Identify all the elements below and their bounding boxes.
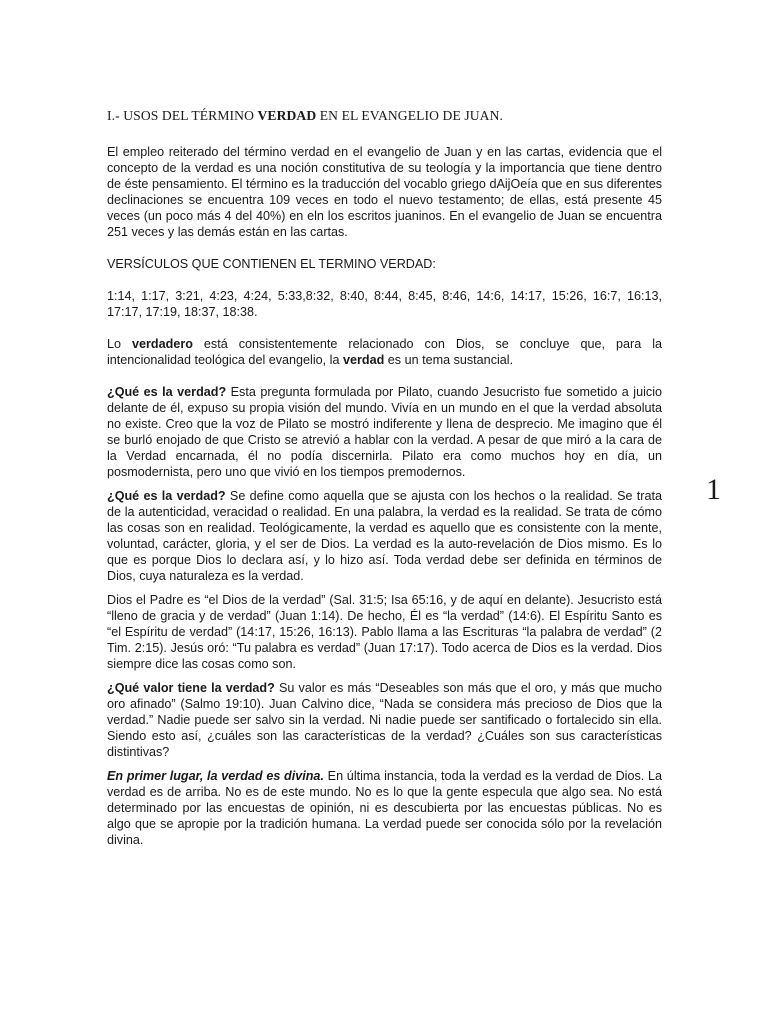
question-heading: ¿Qué es la verdad? — [107, 489, 226, 503]
section-title — [107, 108, 662, 124]
page-number: 1 — [706, 473, 721, 506]
verses-list: 1:14, 1:17, 3:21, 4:23, 4:24, 5:33,8:32, 8:40, 8:44, 8:45, 8:46, 14:6, 14:17, 15:26, 16:7, 16:13, 17:17, 17:19, 18:37, 18:38. — [107, 289, 662, 319]
bold-verdad: verdad — [342, 353, 385, 367]
paragraph-divina: En primer lugar, la verdad es divina. En última instancia, toda la verdad es la verdad de Dios. La verdad es de arriba. No es de este mundo. No es lo que la gente especula que algo sea. No está determinado por las encuestas de opinión, ni es descubierta por las encuestas públicas. No es algo que se apropie por la tradición humana. La verdad puede ser conocida sólo por la revelación divina. — [107, 769, 663, 847]
verses-heading: VERSÍCULOS QUE CONTIENEN EL TERMINO VERDAD: — [107, 257, 436, 271]
paragraph-verdadero: Lo verdadero está consistentemente relacionado con Dios, se concluye que, para la intencionalidad teológica del evangelio, la verdad es un tema sustancial. — [107, 337, 663, 367]
intro-paragraph: El empleo reiterado del término verdad en el evangelio de Juan y en las cartas, evidencia que el concepto de la verdad es una noción constitutiva de su teología y la importancia que tiene dentro de éste pensamiento. El término es la traducción del vocablo griego dAijOeía que en sus diferentes declinaciones se encuentra 109 veces en todo el nuevo testamento; de ellas, está presente 45 veces (un poco más 4 del 40%) en eln los escritos juaninos. En el evangelio de Juan se encuentra 251 veces y las demás están en las cartas. — [107, 145, 662, 239]
paragraph-definicion: ¿Qué es la verdad? Se define como aquella que se ajusta con los hechos o la realidad. Se trata de la autenticidad, veracidad o realidad. En una palabra, la verdad es la realidad. Se trata de cómo las cosas son en realidad. Teológicamente, la verdad es aquello que es consistente con la mente, voluntad, carácter, gloria, y el ser de Dios. La verdad es la auto-revelación de Dios mismo. Es lo que es porque Dios lo declara así, y lo hizo así. Toda verdad debe ser definida en términos de Dios, cuya naturaleza es la verdad. — [107, 489, 662, 583]
title-prefix: I.- USOS DEL TÉRMINO — [107, 108, 258, 123]
bold-verdadero: verdadero — [132, 337, 193, 351]
question-heading: ¿Qué es la verdad? — [107, 385, 227, 399]
paragraph-valor: ¿Qué valor tiene la verdad? Su valor es más “Deseables son más que el oro, y más que mucho oro afinado” (Salmo 19:10). Juan Calvino dice, “Nada se considera más precioso de Dios que la verdad.” Nadie puede ser salvo sin la verdad. Ni nadie puede ser santificado o fortalecido sin ella. Siendo esto así, ¿cuáles son las características de la verdad? ¿Cuáles son sus características distintivas? — [107, 681, 663, 759]
paragraph-padre: Dios el Padre es “el Dios de la verdad” (Sal. 31:5; Isa 65:16, y de aquí en delante). Jesucristo está “lleno de gracia y de verdad” (Juan 1:14). De hecho, Él es “la verdad” (14:6). El Espíritu Santo es “el Espíritu de verdad” (14:17, 15:26, 16:13). Pablo llama a las Escrituras “la palabra de verdad” (2 Tim. 2:15). Jesús oró: “Tu palabra es verdad” (Juan 17:17). Todo acerca de Dios es la verdad. Dios siempre dice las cosas como son. — [107, 593, 662, 671]
document-page — [107, 108, 662, 856]
bold-italic-lead: En primer lugar, la verdad es divina. — [107, 769, 324, 783]
title-suffix: EN EL EVANGELIO DE JUAN. — [316, 108, 504, 123]
paragraph-pilato: ¿Qué es la verdad? Esta pregunta formulada por Pilato, cuando Jesucristo fue sometido a juicio delante de él, expuso su propia visión del mundo. Vivía en un mundo en el que la verdad absoluta no existe. Creo que la voz de Pilato se mostró indiferente y llena de desprecio. Me imagino que él se burló enojado de que Cristo se atrevió a hablar con la verdad. A pesar de que miró a la cara de la Verdad encarnada, él no podía discernirla. Pilato era como muchos hoy en día, un posmodernista, pero uno que vivió en los tiempos premodernos. — [107, 385, 663, 479]
question-heading: ¿Qué valor tiene la verdad? — [107, 681, 275, 695]
title-bold-word: VERDAD — [257, 108, 317, 123]
